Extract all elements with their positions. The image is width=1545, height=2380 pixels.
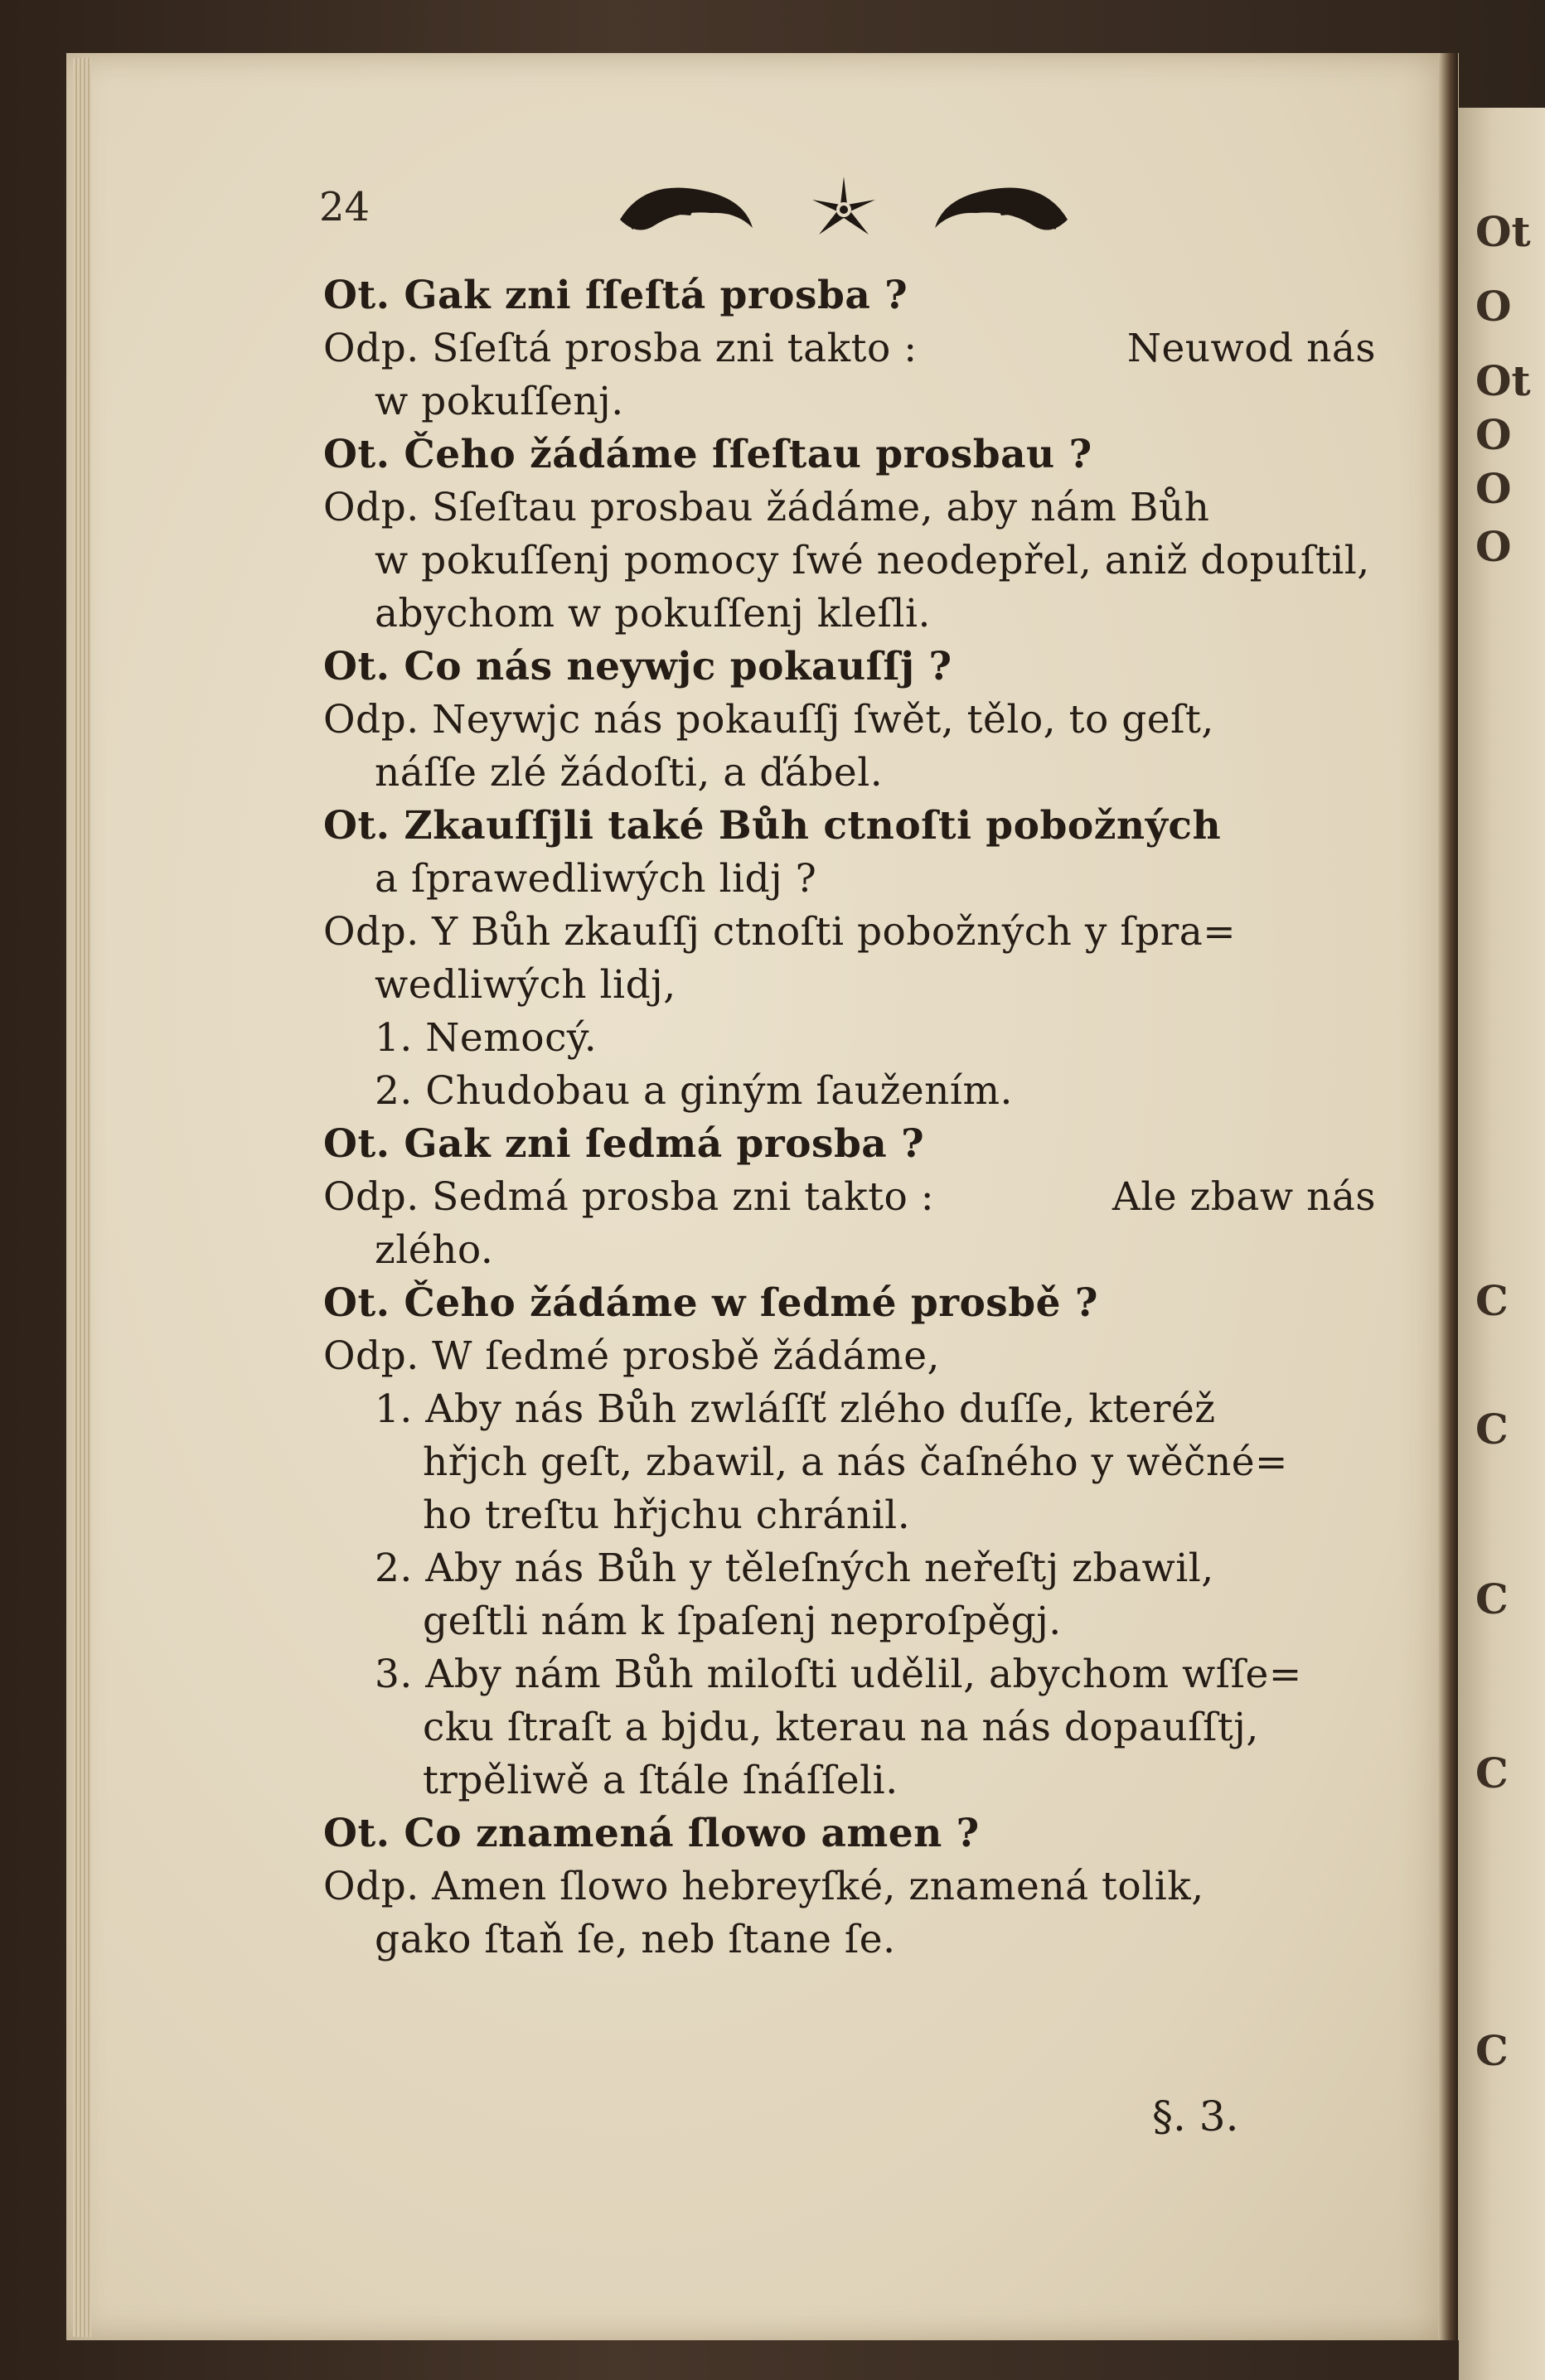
facing-page-text: C	[1475, 1405, 1509, 1454]
continuation-line: cku ſtraſt a bjdu, kterau na nás dopauſſtj,	[423, 1705, 1259, 1750]
answer-line: Odp. Sedmá prosba zni takto :	[323, 1174, 935, 1220]
text-line	[323, 1436, 1392, 1489]
question-line: Ot. Co znamená ſlowo amen ?	[323, 1811, 980, 1856]
text-line	[323, 535, 1392, 588]
list-item: 2. Aby nás Bůh y těleſných neřeſtj zbawil,	[375, 1546, 1214, 1591]
answer-line: Odp. Amen ſlowo hebreyſké, znamená tolik,	[323, 1864, 1204, 1909]
facing-page-text: Ot	[1475, 356, 1531, 405]
text-line	[323, 1489, 1392, 1542]
page-number: 24	[319, 184, 371, 230]
text-line	[323, 1012, 1392, 1065]
text-line	[323, 1383, 1392, 1436]
text-line	[323, 1807, 1392, 1860]
text-line	[323, 1701, 1392, 1754]
text-line	[323, 747, 1392, 800]
answer-line: Odp. Neywjc nás pokauſſj ſwět, tělo, to geſt,	[323, 697, 1214, 743]
list-item: 1. Aby nás Bůh zwláſſť zlého duſſe, kteréž	[375, 1386, 1216, 1432]
continuation-line: wedliwých lidj,	[375, 962, 676, 1008]
ornament-header-icon	[612, 162, 1076, 253]
question-line: Ot. Gak zni ſedmá prosba ?	[323, 1121, 925, 1167]
continuation-line: ho treſtu hřjchu chránil.	[423, 1492, 911, 1538]
text-line	[323, 1171, 1392, 1224]
facing-page-text: C	[1475, 1575, 1509, 1623]
text-line	[323, 269, 1392, 322]
signature-mark: §. 3.	[1152, 2092, 1239, 2141]
text-line	[323, 1118, 1392, 1171]
page-stack-edges	[73, 58, 91, 2337]
continuation-line: a ſprawedliwých lidj ?	[375, 856, 817, 902]
catechism-text	[323, 269, 1392, 1966]
continuation-line: hřjch geſt, zbawil, a nás čaſného y wěčné=	[423, 1439, 1288, 1485]
facing-page-fragment	[1459, 108, 1545, 2380]
facing-page-text: O	[1475, 464, 1512, 513]
text-line	[323, 641, 1392, 694]
continuation-line: w pokuſſenj pomocy ſwé neodepřel, aniž dopuſtil,	[375, 538, 1370, 583]
answer-line-tail: Neuwod nás	[1126, 326, 1376, 371]
continuation-line: w pokuſſenj.	[375, 379, 624, 424]
text-line	[323, 588, 1392, 641]
facing-page-text: C	[1475, 1276, 1509, 1325]
text-line	[323, 906, 1392, 959]
question-line: Ot. Čeho žádáme w ſedmé prosbě ?	[323, 1280, 1098, 1326]
list-item: 1. Nemocý.	[375, 1015, 598, 1061]
list-item: 3. Aby nám Bůh miloſti udělil, abychom wſſe=	[375, 1652, 1302, 1697]
continuation-line: abychom w pokuſſenj kleſli.	[375, 591, 931, 636]
text-line	[323, 1860, 1392, 1913]
continuation-line: trpěliwě a ſtále ſnáſſeli.	[423, 1758, 898, 1803]
question-line: Ot. Čeho žádáme ſſeſtau prosbau ?	[323, 432, 1092, 477]
book-gutter	[1438, 53, 1458, 2340]
answer-line: Odp. W ſedmé prosbě žádáme,	[323, 1333, 940, 1379]
text-line	[323, 1224, 1392, 1277]
text-line	[323, 1277, 1392, 1330]
continuation-line: gako ſtaň ſe, neb ſtane ſe.	[375, 1917, 896, 1962]
text-line	[323, 322, 1392, 375]
facing-page-text: O	[1475, 410, 1512, 459]
text-line	[323, 375, 1392, 428]
text-line	[323, 428, 1392, 481]
text-line	[323, 1595, 1392, 1648]
question-line: Ot. Co nás neywjc pokauſſj ?	[323, 644, 952, 689]
facing-page-text: C	[1475, 1749, 1509, 1797]
continuation-line: geſtli nám k ſpaſenj neproſpěgj.	[423, 1599, 1062, 1644]
text-line	[323, 481, 1392, 535]
answer-line: Odp. Y Bůh zkauſſj ctnoſti pobožných y ſpra=	[323, 909, 1237, 955]
text-line	[323, 1542, 1392, 1595]
text-line	[323, 800, 1392, 853]
text-line	[323, 1754, 1392, 1807]
text-line	[323, 694, 1392, 747]
question-line: Ot. Zkauſſjli také Bůh ctnoſti pobožných	[323, 803, 1222, 849]
text-line	[323, 853, 1392, 906]
text-line	[323, 1330, 1392, 1383]
text-line	[323, 1065, 1392, 1118]
facing-page-text: O	[1475, 522, 1512, 571]
continuation-line: zlého.	[375, 1227, 494, 1273]
text-line	[323, 1648, 1392, 1701]
list-item: 2. Chudobau a giným ſaužením.	[375, 1068, 1013, 1114]
answer-line-tail: Ale zbaw nás	[1112, 1174, 1376, 1220]
facing-page-text: Ot	[1475, 207, 1531, 256]
facing-page-text: C	[1475, 2026, 1509, 2075]
text-line	[323, 959, 1392, 1012]
answer-line: Odp. Sſeſtau prosbau žádáme, aby nám Bůh	[323, 485, 1210, 530]
question-line: Ot. Gak zni ſſeſtá prosba ?	[323, 273, 908, 318]
facing-page-text: O	[1475, 282, 1512, 331]
continuation-line: náſſe zlé žádoſti, a ďábel.	[375, 750, 884, 796]
text-line	[323, 1913, 1392, 1966]
answer-line: Odp. Sſeſtá prosba zni takto :	[323, 326, 918, 371]
